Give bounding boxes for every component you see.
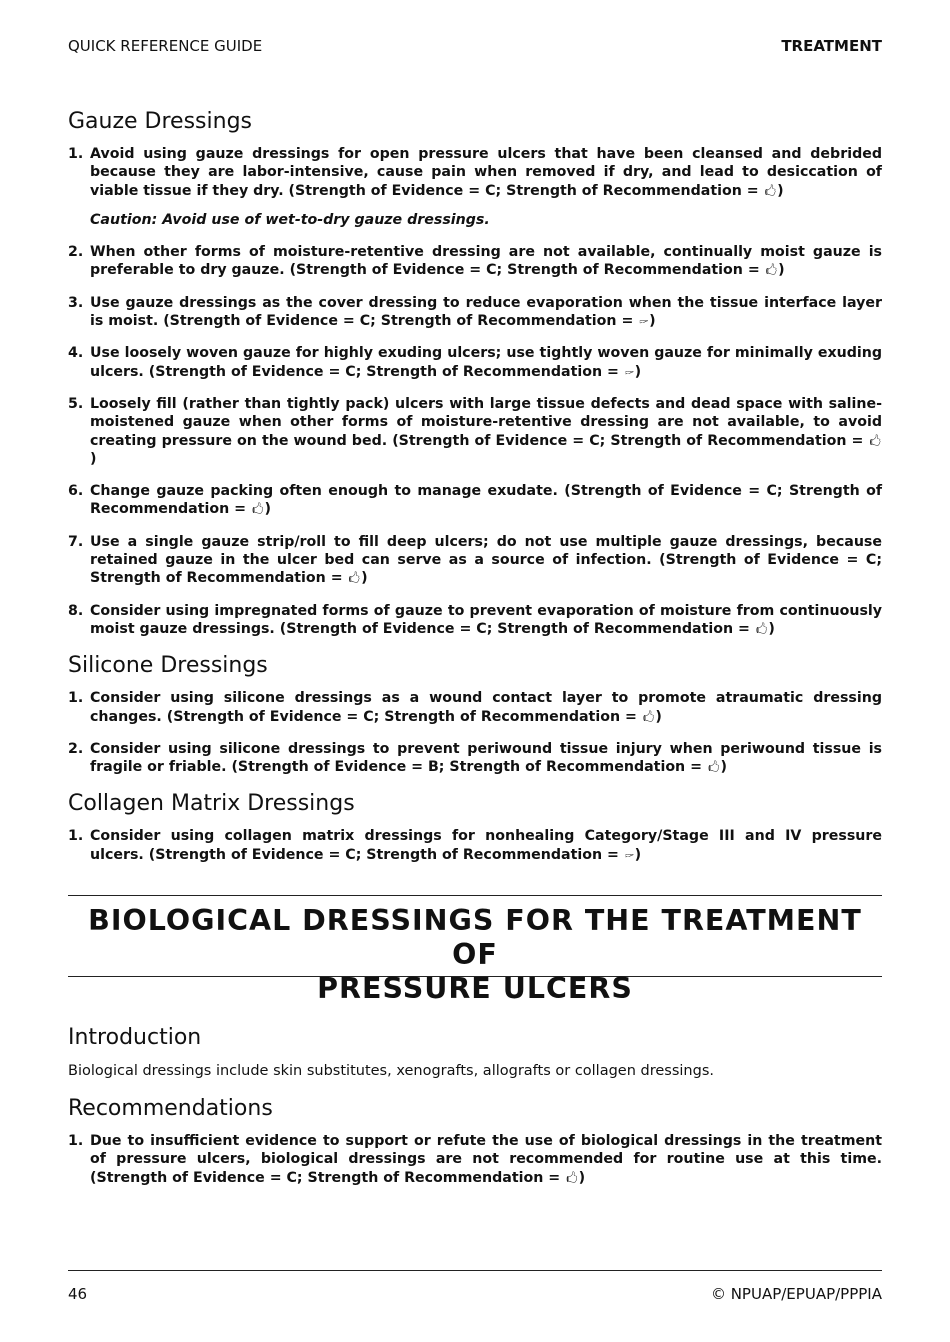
recommendation-item: 2. Consider using silicone dressings to prevent periwound tissue injury when periwound tissue is fragile or friable. (Strength of Evidence = B; Strength of Recommendation = 🖒) — [68, 740, 882, 776]
gauze-recommendation-list — [68, 145, 882, 200]
introduction-text: Biological dressings include skin substitutes, xenografts, allografts or collagen dressings. — [68, 1063, 714, 1079]
footer-divider — [68, 1270, 882, 1271]
recommendation-text: Use a single gauze strip/roll to fill deep ulcers; do not use multiple gauze dressings, because retained gauze in the ulcer bed can serve as a source of infection. (Strength of Evidence = C; Strength of Recommendation = — [90, 533, 882, 587]
item-number: 1. — [68, 828, 84, 845]
item-number: 2. — [68, 740, 84, 757]
recommendation-text: Avoid using gauze dressings for open pressure ulcers that have been cleansed and debrided because they are labor-intensive, cause pain when removed if dry, and lead to desiccation of viable tissue if they dry. (Strength of Evidence = C; Strength of Recommendation = — [90, 146, 882, 199]
collagen-dressings-heading: Collagen Matrix Dressings — [68, 791, 355, 817]
pointing-hand-icon: 🖙 — [624, 847, 634, 862]
item-number: 7. — [68, 533, 84, 550]
thumbs-up-icon: 🖒 — [755, 621, 768, 636]
gauze-dressings-heading: Gauze Dressings — [68, 109, 252, 134]
recommendation-text: Change gauze packing often enough to manage exudate. (Strength of Evidence = C; Strength of Recommendation = — [90, 483, 882, 518]
thumbs-up-icon: 🖒 — [348, 571, 361, 586]
thumbs-up-icon: 🖒 — [251, 502, 264, 517]
pointing-hand-icon: 🖙 — [639, 314, 649, 329]
introduction-heading: Introduction — [68, 1025, 202, 1050]
biological-recommendation-list — [68, 1132, 882, 1187]
recommendation-item: 1. Consider using silicone dressings as a wound contact layer to promote atraumatic dressing changes. (Strength of Evidence = C; Strength of Recommendation = 🖒) — [68, 690, 882, 725]
recommendation-item: 3. Use gauze dressings as the cover dressing to reduce evaporation when the tissue interface layer is moist. (Strength of Evidence = C; Strength of Recommendation = 🖙) — [68, 294, 882, 330]
recommendation-text: Loosely fill (rather than tightly pack) ulcers with large tissue defects and dead space with saline-moistened gauze when other forms of moisture-retentive dressing are not available, to avoid creating pressure on the wound bed. (Strength of Evidence = C; Strength of Recommendation = — [90, 395, 882, 449]
chapter-title-line-2: PRESSURE ULCERS — [317, 972, 633, 1005]
item-number: 1. — [68, 1133, 84, 1149]
collagen-recommendation-list — [68, 827, 882, 864]
caution-note: Caution: Avoid use of wet-to-dry gauze dressings. — [90, 211, 490, 228]
thumbs-up-icon: 🖒 — [566, 1170, 578, 1185]
copyright-notice: © NPUAP/EPUAP/PPPIA — [710, 1285, 882, 1303]
recommendation-text: Use gauze dressings as the cover dressing to reduce evaporation when the tissue interface layer is moist. (Strength of Evidence = C; Strength of Recommendation = — [90, 294, 882, 330]
dressings-content — [68, 108, 882, 878]
recommendation-text: Due to insufficient evidence to support or refute the use of biological dressings in the treatment of pressure ulcers, biological dressings are not recommended for routine use at this time. (Strength of Evidence = C; Strength of Recommendation = — [90, 1133, 882, 1186]
recommendation-item: 4. Use loosely woven gauze for highly exuding ulcers; use tightly woven gauze for minimally exuding ulcers. (Strength of Evidence = C; Strength of Recommendation = 🖙) — [68, 345, 882, 380]
chapter-banner — [68, 895, 882, 1005]
recommendation-text: Consider using collagen matrix dressings for nonhealing Category/Stage III and IV pressure ulcers. (Strength of Evidence = C; Strength of Recommendation = — [90, 828, 882, 863]
item-number: 6. — [68, 483, 84, 500]
recommendation-text: Consider using silicone dressings as a wound contact layer to promote atraumatic dressing changes. (Strength of Evidence = C; Strength of Recommendation = — [90, 690, 882, 725]
item-number: 5. — [68, 395, 84, 412]
recommendation-item: 6. Change gauze packing often enough to manage exudate. (Strength of Evidence = C; Strength of Recommendation = 🖒) — [68, 483, 882, 518]
chapter-title — [68, 904, 882, 1006]
item-number: 1. — [68, 146, 84, 162]
recommendation-text: Use loosely woven gauze for highly exuding ulcers; use tightly woven gauze for minimally exuding ulcers. (Strength of Evidence = C; Strength of Recommendation = — [90, 345, 882, 380]
thumbs-up-icon: 🖒 — [869, 433, 881, 448]
recommendation-item: 1. Consider using collagen matrix dressings for nonhealing Category/Stage III and IV pressure ulcers. (Strength of Evidence = C; Strength of Recommendation = 🖙) — [68, 828, 882, 863]
item-number: 1. — [68, 690, 84, 707]
biological-dressings-content — [68, 1024, 882, 1201]
silicone-recommendation-list — [68, 689, 882, 776]
page-number: 46 — [68, 1285, 88, 1303]
item-number: 4. — [68, 345, 84, 362]
thumbs-up-icon: 🖒 — [642, 709, 655, 724]
recommendation-text: When other forms of moisture-retentive dressing are not available, continually moist gauze is preferable to dry gauze. (Strength of Evidence = C; Strength of Recommendation = — [90, 244, 882, 279]
chapter-title-line-1: BIOLOGICAL DRESSINGS FOR THE TREATMENT OF — [88, 904, 862, 971]
header-guide-title: QUICK REFERENCE GUIDE — [68, 37, 263, 55]
document-page — [68, 0, 882, 1342]
recommendation-item: 2. When other forms of moisture-retentive dressing are not available, continually moist gauze is preferable to dry gauze. (Strength of Evidence = C; Strength of Recommendation = 🖒) — [68, 244, 882, 279]
page-footer — [68, 1285, 882, 1305]
recommendation-text: Consider using impregnated forms of gauze to prevent evaporation of moisture from continuously moist gauze dressings. (Strength of Evidence = C; Strength of Recommendation = — [90, 602, 882, 637]
thumbs-up-icon: 🖒 — [707, 760, 720, 775]
pointing-hand-icon: 🖙 — [624, 364, 634, 379]
thumbs-up-icon: 🖒 — [765, 263, 778, 278]
item-number: 2. — [68, 244, 84, 261]
silicone-dressings-heading: Silicone Dressings — [68, 653, 268, 679]
recommendation-item: 1. Avoid using gauze dressings for open pressure ulcers that have been cleansed and debrided because they are labor-intensive, cause pain when removed if dry, and lead to desiccation of viable tissue if they dry. (Strength of Evidence = C; Strength of Recommendation = 🖒) — [68, 146, 882, 199]
thumbs-up-icon: 🖒 — [764, 183, 777, 198]
recommendation-item: 5. Loosely fill (rather than tightly pack) ulcers with large tissue defects and dead space with saline-moistened gauze when other forms of moisture-retentive dressing are not available, to avoid creating pressure on the wound bed. (Strength of Evidence = C; Strength of Recommendation = 🖒) — [68, 395, 882, 467]
item-number: 8. — [68, 602, 84, 619]
recommendation-text: Consider using silicone dressings to prevent periwound tissue injury when periwound tissue is fragile or friable. (Strength of Evidence = B; Strength of Recommendation = — [90, 740, 882, 776]
header-chapter-title: TREATMENT — [781, 37, 882, 55]
gauze-recommendation-list-continued — [68, 243, 882, 638]
item-number: 3. — [68, 294, 84, 311]
recommendation-item: 7. Use a single gauze strip/roll to fill deep ulcers; do not use multiple gauze dressings, because retained gauze in the ulcer bed can serve as a source of infection. (Strength of Evidence = C; Strength of Recommendation = 🖒) — [68, 533, 882, 587]
recommendation-item: 8. Consider using impregnated forms of gauze to prevent evaporation of moisture from continuously moist gauze dressings. (Strength of Evidence = C; Strength of Recommendation = 🖒) — [68, 602, 882, 637]
recommendation-item: 1. Due to insufficient evidence to support or refute the use of biological dressings in the treatment of pressure ulcers, biological dressings are not recommended for routine use at this time. (Strength of Evidence = C; Strength of Recommendation = 🖒) — [68, 1133, 882, 1186]
recommendations-heading: Recommendations — [68, 1096, 273, 1121]
running-header — [68, 37, 882, 57]
